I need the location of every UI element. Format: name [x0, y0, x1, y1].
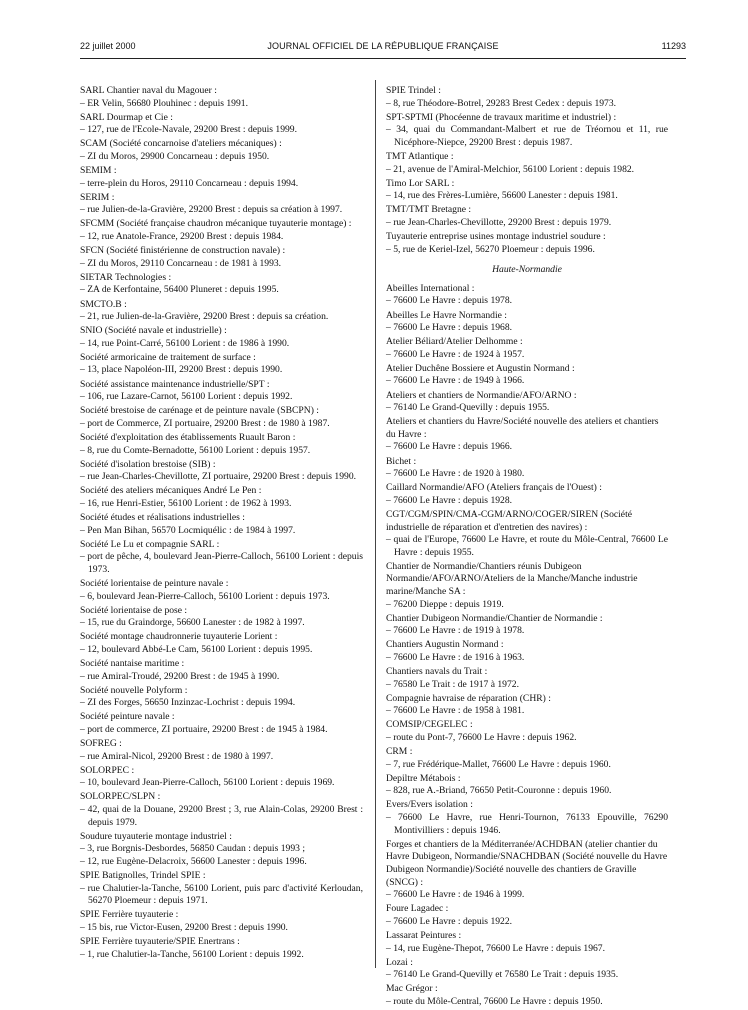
company-address: – 13, place Napoléon-III, 29200 Brest : depuis 1990. — [80, 364, 283, 376]
company-name: SFCMM (Société française chaudron mécanique tuyauterie montage) : — [80, 218, 352, 230]
company-name: TMT Atlantique : — [386, 150, 454, 162]
right-column — [386, 85, 668, 1010]
company-entry — [80, 138, 363, 163]
company-name: Compagnie havraise de réparation (CHR) : — [386, 692, 551, 704]
company-name: Société armoricaine de traitement de surface : — [80, 351, 256, 363]
company-name: Chantiers navals du Trait : — [386, 666, 488, 678]
company-address: – quai de l'Europe, 76600 Le Havre, et route du Môle-Central, 76600 Le Havre : depuis 1955. — [386, 534, 668, 558]
company-address: – 3, rue Borgnis-Desbordes, 56850 Caudan : depuis 1993 ; — [80, 843, 305, 855]
company-name: Evers/Evers isolation : — [386, 799, 473, 811]
company-address: – rue Jean-Charles-Chevillotte, 29200 Brest : depuis 1979. — [386, 216, 612, 228]
company-entry — [386, 799, 668, 837]
company-entry — [386, 336, 668, 361]
company-name: COMSIP/CEGELEC : — [386, 719, 473, 731]
company-address: – 6, boulevard Jean-Pierre-Calloch, 56100 Lorient : depuis 1973. — [80, 590, 330, 602]
company-entry — [386, 693, 668, 718]
company-name: Ateliers et chantiers du Havre/Société nouvelle des ateliers et chantiers du Havre : — [386, 416, 659, 440]
section-title: Haute-Normandie — [492, 264, 562, 276]
right-column-entries-top — [386, 85, 668, 256]
company-address: – 15 bis, rue Victor-Eusen, 29200 Brest : depuis 1990. — [80, 921, 288, 933]
company-address: – port de commerce, ZI portuaire, 29200 Brest : de 1945 à 1984. — [80, 724, 328, 735]
company-name: SFCN (Société finistérienne de construction navale) : — [80, 245, 286, 257]
company-entry — [80, 299, 363, 324]
company-address: – 1, rue Chalutier-la-Tanche, 56100 Lorient : depuis 1992. — [80, 948, 304, 960]
company-entry — [386, 719, 668, 744]
company-name: SOLORPEC/SLPN : — [80, 791, 161, 803]
company-address: – 76600 Le Havre : de 1946 à 1999. — [386, 889, 525, 901]
company-entry — [80, 218, 363, 243]
company-name: Bichet : — [386, 455, 417, 467]
company-entry — [80, 352, 363, 377]
company-name: Société nouvelle Polyform : — [80, 684, 188, 696]
company-entry — [386, 746, 668, 771]
company-name: Forges et chantiers de la Méditerranée/ACHDBAN (atelier chantier du Havre Dubigeon, Normandie/SNACHDBAN (Société nouvelle du Havre Dubigeon Normandie)/Société nouvelle des chantiers de Graville (SNCG) : — [386, 838, 668, 888]
company-entry — [386, 416, 668, 454]
company-name: Société lorientaise de pose : — [80, 604, 188, 616]
company-entry — [80, 936, 363, 961]
company-address: – 76600 Le Havre : de 1958 à 1981. — [386, 705, 525, 717]
company-entry — [80, 765, 363, 790]
company-entry — [80, 512, 363, 537]
company-name: SPIE Batignolles, Trindel SPIE : — [80, 870, 206, 882]
company-address: – 15, rue du Graindorge, 56600 Lanester : de 1982 à 1997. — [80, 617, 305, 629]
company-name: Soudure tuyauterie montage industriel : — [80, 830, 232, 842]
company-name: TMT/TMT Bretagne : — [386, 204, 472, 216]
company-entry — [386, 957, 668, 982]
company-entry — [80, 85, 363, 110]
company-address: – 34, quai du Commandant-Malbert et rue de Tréornou et 11, rue Nicéphore-Niepce, 29200 Brest : depuis 1987. — [386, 124, 668, 148]
company-entry — [80, 192, 363, 217]
company-name: Lassarat Peintures : — [386, 929, 462, 941]
company-address: – rue Jean-Charles-Chevillotte, ZI portuaire, 29200 Brest : depuis 1990. — [80, 471, 357, 483]
company-address: – 76600 Le Havre : depuis 1928. — [386, 494, 513, 506]
company-entry — [386, 283, 668, 308]
company-name: Atelier Duchêne Bossiere et Augustin Normand : — [386, 362, 575, 374]
company-address: – route du Pont-7, 76600 Le Havre : depuis 1962. — [386, 732, 577, 743]
company-name: SOLORPEC : — [80, 764, 135, 776]
company-name: SARL Dourmap et Cie : — [80, 111, 173, 123]
company-address: – 16, rue Henri-Estier, 56100 Lorient : de 1962 à 1993. — [80, 497, 292, 509]
company-address: – 127, rue de l'Ecole-Navale, 29200 Brest : depuis 1999. — [80, 124, 298, 136]
company-address: – 76600 Le Havre : de 1919 à 1978. — [386, 625, 525, 637]
company-entry — [80, 831, 363, 869]
company-name: SIETAR Technologies : — [80, 271, 172, 283]
company-entry — [386, 151, 668, 176]
company-address: – 76600 Le Havre, rue Henri-Tournon, 76133 Epouville, 76290 Montivilliers : depuis 1946. — [386, 812, 668, 836]
company-name: Abeilles Le Havre Normandie : — [386, 309, 507, 321]
company-entry — [80, 578, 363, 603]
company-entry — [386, 666, 668, 691]
company-name: Caillard Normandie/AFO (Ateliers français de l'Ouest) : — [386, 482, 602, 494]
company-name: Société lorientaise de peinture navale : — [80, 577, 229, 589]
company-address: – rue Amiral-Nicol, 29200 Brest : de 1980 à 1997. — [80, 750, 274, 762]
journal-title: JOURNAL OFFICIEL DE LA RÉPUBLIQUE FRANÇAISE — [267, 41, 499, 51]
company-entry — [80, 272, 363, 297]
company-entry — [80, 432, 363, 457]
company-name: SPIE Ferrière tuyauterie/SPIE Enertrans : — [80, 936, 240, 947]
page-header — [80, 41, 686, 55]
company-name: CGT/CGM/SPIN/CMA-CGM/ARNO/COGER/SIREN (Société industrielle de réparation et d'entretien des navires) : — [386, 508, 632, 533]
company-entry — [80, 631, 363, 656]
company-address: – 10, boulevard Jean-Pierre-Calloch, 56100 Lorient : depuis 1969. — [80, 777, 335, 789]
company-name: SPIE Ferrière tuyauterie : — [80, 909, 179, 921]
company-entry — [386, 839, 668, 902]
company-entry — [80, 379, 363, 404]
company-name: Depiltre Métabois : — [386, 772, 461, 784]
company-entry — [80, 738, 363, 763]
company-address: – 14, rue Eugène-Thepot, 76600 Le Havre : depuis 1967. — [386, 942, 605, 954]
company-entry — [386, 509, 668, 559]
company-name: Société d'exploitation des établissements Ruault Baron : — [80, 431, 296, 443]
company-address: – 76200 Dieppe : depuis 1919. — [386, 598, 504, 610]
company-address: – 76600 Le Havre : depuis 1966. — [386, 441, 513, 453]
company-entry — [386, 112, 668, 150]
company-entry — [80, 405, 363, 430]
company-name: SPIE Trindel : — [386, 85, 441, 96]
company-address: – 828, rue A.-Briand, 76650 Petit-Couronne : depuis 1960. — [386, 785, 612, 797]
company-address: – 76600 Le Havre : de 1916 à 1963. — [386, 651, 525, 663]
company-entry — [80, 870, 363, 908]
company-name: SOFREG : — [80, 738, 122, 750]
company-entry — [386, 613, 668, 638]
company-address: – 14, rue des Frères-Lumière, 56600 Lanester : depuis 1981. — [386, 190, 618, 202]
company-address: – 42, quai de la Douane, 29200 Brest ; 3, rue Alain-Colas, 29200 Brest : depuis 1979. — [80, 804, 363, 828]
left-column — [80, 85, 363, 963]
company-address: – 21, avenue de l'Amiral-Melchior, 56100 Lorient : depuis 1982. — [386, 163, 635, 175]
company-address: – 76580 Le Trait : de 1917 à 1972. — [386, 678, 519, 690]
company-entry — [80, 112, 363, 137]
company-name: Tuyauterie entreprise usines montage industriel soudure : — [386, 231, 606, 243]
company-name: SPT-SPTMI (Phocéenne de travaux maritime et industriel) : — [386, 111, 617, 123]
company-address: – 106, rue Lazare-Carnot, 56100 Lorient : depuis 1992. — [80, 391, 293, 403]
company-address: – 76600 Le Havre : depuis 1922. — [386, 915, 513, 927]
company-address: – 8, rue Théodore-Botrel, 29283 Brest Cedex : depuis 1973. — [386, 97, 617, 109]
company-address: – 76600 Le Havre : de 1920 à 1980. — [386, 468, 525, 480]
company-entry — [80, 909, 363, 934]
company-entry — [80, 165, 363, 190]
company-name: SEMIM : — [80, 165, 117, 177]
company-entry — [80, 658, 363, 683]
company-entry — [80, 685, 363, 710]
company-entry — [386, 930, 668, 955]
company-address: – 12, rue Anatole-France, 29200 Brest : depuis 1984. — [80, 231, 284, 243]
company-entry — [80, 539, 363, 577]
company-address: – rue Chalutier-la-Tanche, 56100 Lorient, puis parc d'activité Kerloudan, 56270 Ploemeur : depuis 1971. — [80, 882, 363, 907]
company-name: Société montage chaudronnerie tuyauterie Lorient : — [80, 631, 278, 643]
company-address: – port de Commerce, ZI portuaire, 29200 Brest : de 1980 à 1987. — [80, 417, 330, 429]
company-address: – port de pêche, 4, boulevard Jean-Pierre-Calloch, 56100 Lorient : depuis 1973. — [80, 551, 363, 575]
company-address: – 12, boulevard Abbé-Le Cam, 56100 Lorient : depuis 1995. — [80, 643, 313, 655]
company-entry — [386, 363, 668, 388]
company-entry — [386, 983, 668, 1008]
company-name: Lozai : — [386, 956, 413, 968]
company-name: Société des ateliers mécaniques André Le Pen : — [80, 485, 262, 497]
company-address: – 76140 Le Grand-Quevilly : depuis 1955. — [386, 402, 550, 414]
company-entry — [386, 482, 668, 507]
company-name: SCAM (Société concarnoise d'ateliers mécaniques) : — [80, 138, 282, 150]
company-entry — [80, 245, 363, 270]
company-address: – ZI du Moros, 29110 Concarneau : de 1981 à 1993. — [80, 257, 282, 269]
company-name: SARL Chantier naval du Magouer : — [80, 85, 217, 96]
right-column-entries-bottom — [386, 283, 668, 1009]
company-address: – 8, rue du Comte-Bernadotte, 56100 Lorient : depuis 1957. — [80, 444, 311, 456]
company-address: – ER Velin, 56680 Plouhinec : depuis 1991. — [80, 97, 248, 109]
company-address: – Pen Man Bihan, 56570 Locmiquélic : de 1984 à 1997. — [80, 524, 296, 536]
company-address: – 76600 Le Havre : de 1924 à 1957. — [386, 348, 525, 360]
company-entry — [80, 711, 363, 736]
company-name: Atelier Béliard/Atelier Delhomme : — [386, 336, 523, 348]
company-address: – 12, rue Eugène-Delacroix, 56600 Lanester : depuis 1996. — [80, 855, 307, 867]
company-entry — [386, 310, 668, 335]
company-address: – ZI des Forges, 56650 Inzinzac-Lochrist : depuis 1994. — [80, 697, 296, 709]
company-address: – 76140 Le Grand-Quevilly et 76580 Le Trait : depuis 1935. — [386, 969, 619, 981]
column-divider — [375, 80, 376, 968]
company-name: Société Le Lu et compagnie SARL : — [80, 538, 220, 550]
company-entry — [386, 639, 668, 664]
company-address: – 76600 Le Havre : de 1949 à 1966. — [386, 375, 525, 387]
company-name: Chantier de Normandie/Chantiers réunis Dubigeon Normandie/AFO/ARNO/Ateliers de la Manche/Manche industrie marine/Manche SA : — [386, 560, 638, 597]
company-address: – terre-plein du Horos, 29110 Concarneau : depuis 1994. — [80, 177, 299, 189]
company-name: CRM : — [386, 746, 413, 758]
company-name: Société études et réalisations industrielles : — [80, 512, 245, 523]
company-entry — [386, 178, 668, 203]
issue-date: 22 juillet 2000 — [80, 41, 136, 51]
company-entry — [386, 85, 668, 110]
company-name: Société d'isolation brestoise (SIB) : — [80, 458, 216, 470]
company-entry — [386, 903, 668, 928]
company-entry — [386, 561, 668, 611]
company-address: – 5, rue de Keriel-Izel, 56270 Ploemeur : depuis 1996. — [386, 243, 595, 255]
company-address: – rue Julien-de-la-Gravière, 29200 Brest : depuis sa création à 1997. — [80, 204, 343, 216]
company-address: – ZA de Kerfontaine, 56400 Pluneret : depuis 1995. — [80, 284, 279, 296]
company-name: Ateliers et chantiers de Normandie/AFO/ARNO : — [386, 389, 577, 401]
company-name: Foure Lagadec : — [386, 903, 449, 915]
company-name: Timo Lor SARL : — [386, 177, 455, 189]
company-name: SNIO (Société navale et industrielle) : — [80, 325, 227, 337]
company-name: SERIM : — [80, 191, 115, 203]
company-address: – 7, rue Frédérique-Mallet, 76600 Le Havre : depuis 1960. — [386, 758, 611, 770]
company-entry — [80, 459, 363, 484]
company-name: Société brestoise de carénage et de peinture navale (SBCPN) : — [80, 405, 319, 417]
company-name: Société peinture navale : — [80, 711, 175, 723]
company-entry — [386, 456, 668, 481]
company-address: – ZI du Moros, 29900 Concarneau : depuis 1950. — [80, 150, 270, 162]
company-entry — [80, 485, 363, 510]
header-rule — [80, 58, 686, 59]
company-entry — [80, 791, 363, 829]
page-number: 11293 — [661, 41, 686, 51]
company-entry — [386, 204, 668, 229]
company-address: – 76600 Le Havre : depuis 1968. — [386, 322, 513, 334]
company-entry — [80, 605, 363, 630]
company-entry — [386, 231, 668, 256]
company-name: Abeilles International : — [386, 282, 475, 294]
company-name: Société assistance maintenance industrielle/SPT : — [80, 378, 270, 390]
company-address: – rue Amiral-Troudé, 29200 Brest : de 1945 à 1990. — [80, 670, 280, 682]
company-address: – 14, rue Point-Carré, 56100 Lorient : de 1986 à 1990. — [80, 337, 290, 349]
company-entry — [80, 325, 363, 350]
company-name: Société nantaise maritime : — [80, 658, 185, 670]
company-name: Mac Grégor : — [386, 983, 438, 995]
company-name: SMCTO.B : — [80, 298, 127, 310]
company-address: – route du Môle-Central, 76600 Le Havre : depuis 1950. — [386, 995, 603, 1007]
company-address: – 76600 Le Havre : depuis 1978. — [386, 295, 513, 307]
company-entry — [386, 773, 668, 798]
company-entry — [386, 390, 668, 415]
company-address: – 21, rue Julien-de-la-Gravière, 29200 Brest : depuis sa création. — [80, 311, 329, 323]
company-name: Chantiers Augustin Normand : — [386, 639, 504, 651]
company-name: Chantier Dubigeon Normandie/Chantier de Normandie : — [386, 612, 603, 624]
